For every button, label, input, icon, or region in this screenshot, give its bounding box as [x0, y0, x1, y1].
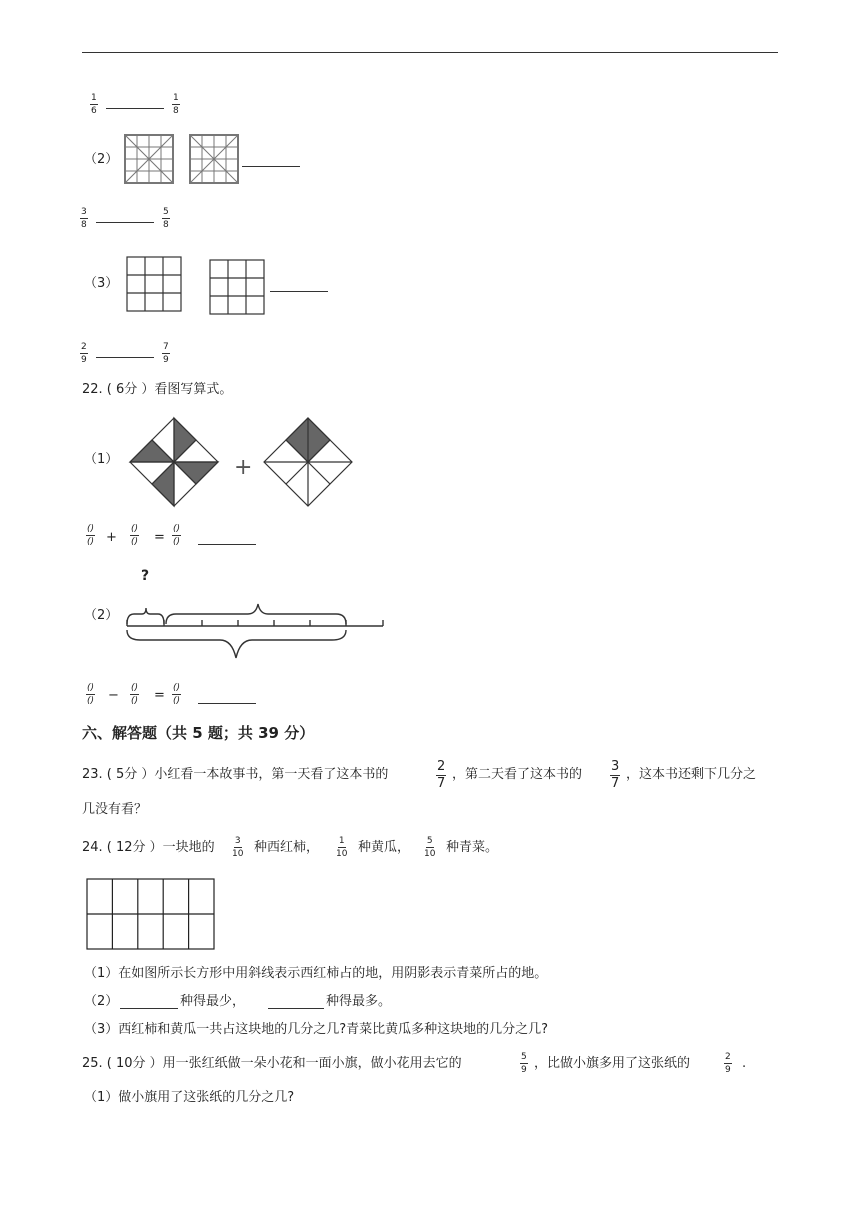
denominator: 9: [521, 1065, 527, 1075]
denominator: 9: [81, 355, 87, 365]
question-24-text: 种青菜。: [446, 840, 499, 855]
question-23-text: ，这本书还剩下几分之: [626, 767, 757, 782]
operator: −: [108, 688, 119, 703]
question-24-sub2-text: 种得最少，: [180, 994, 246, 1009]
blank-fraction[interactable]: [130, 683, 139, 706]
sub-label: （1）: [84, 452, 119, 467]
numerator-blank[interactable]: (): [87, 524, 95, 534]
sub-label: （3）: [84, 276, 119, 291]
denominator: 8: [163, 220, 169, 230]
denominator-blank[interactable]: (): [131, 696, 139, 706]
answer-blank[interactable]: [198, 544, 256, 545]
fraction: [724, 1052, 732, 1075]
denominator: 9: [725, 1065, 731, 1075]
blank-fraction[interactable]: [172, 524, 181, 547]
question-24-sub2-text: 种得最多。: [326, 994, 392, 1009]
rectangle-grid-figure[interactable]: [86, 878, 218, 952]
fraction: [172, 93, 180, 116]
question-24-text: 24. ( 12分 ）一块地的: [82, 840, 215, 855]
denominator: 7: [437, 776, 446, 791]
blank-fraction[interactable]: [130, 524, 139, 547]
numerator: 2: [437, 759, 446, 774]
denominator-blank[interactable]: (): [173, 696, 181, 706]
fraction: [232, 836, 243, 859]
plus-sign: +: [234, 455, 253, 480]
numerator: 3: [234, 836, 241, 846]
numerator: 3: [81, 207, 87, 217]
question-25-text: 25. ( 10分 ）用一张红纸做一朵小花和一面小旗，做小花用去它的: [82, 1056, 462, 1071]
question-22-header: 22. ( 6分 ）看图写算式。: [82, 382, 233, 397]
question-23-text: 几没有看？: [82, 802, 148, 817]
denominator: 10: [336, 849, 348, 859]
section-title: 六、解答题（共 5 题；共 39 分）: [82, 724, 315, 742]
numerator: 1: [338, 836, 345, 846]
denominator: 8: [81, 220, 87, 230]
operator: =: [154, 688, 165, 703]
numerator-blank[interactable]: (): [87, 683, 95, 693]
fraction: [80, 207, 88, 230]
question-24-sub1: （1）在如图所示长方形中用斜线表示西红柿占的地，用阴影表示青菜所占的地。: [84, 966, 548, 981]
denominator: 7: [611, 776, 620, 791]
numerator-blank[interactable]: (): [131, 683, 139, 693]
question-25-sub1: （1）做小旗用了这张纸的几分之几?: [84, 1090, 295, 1105]
header-rule: [82, 52, 778, 53]
question-25-text: ，比做小旗多用了这张纸的: [534, 1056, 691, 1071]
denominator: 6: [91, 106, 97, 116]
ninths-grids-figure: [126, 256, 336, 316]
fraction: [90, 93, 98, 116]
numerator: 5: [163, 207, 169, 217]
answer-blank[interactable]: [96, 357, 154, 358]
answer-blank[interactable]: [106, 108, 164, 109]
denominator: 9: [163, 355, 169, 365]
sub-label: （2）: [84, 608, 119, 623]
fraction: [80, 342, 88, 365]
sub-label: （2）: [84, 152, 119, 167]
answer-blank[interactable]: [198, 703, 256, 704]
fraction: [610, 760, 620, 791]
denominator-blank[interactable]: (): [87, 537, 95, 547]
answer-blank[interactable]: [96, 222, 154, 223]
numerator: 3: [611, 759, 620, 774]
numerator-blank[interactable]: (): [173, 524, 181, 534]
denominator-blank[interactable]: (): [173, 537, 181, 547]
blank-fraction[interactable]: [86, 524, 95, 547]
question-23-text: ，第二天看了这本书的: [452, 767, 583, 782]
answer-blank[interactable]: [270, 291, 328, 292]
numerator: 7: [163, 342, 169, 352]
numerator: 5: [521, 1052, 527, 1062]
fraction: [436, 760, 446, 791]
numerator-blank[interactable]: (): [131, 524, 139, 534]
question-mark: ?: [141, 568, 150, 584]
eighths-squares-figure: [124, 134, 306, 186]
numerator: 2: [725, 1052, 731, 1062]
denominator: 10: [424, 849, 436, 859]
denominator-blank[interactable]: (): [131, 537, 139, 547]
question-23-text: 23. ( 5分 ）小红看一本故事书，第一天看了这本书的: [82, 767, 389, 782]
fraction: [162, 342, 170, 365]
question-24-text: 种西红柿，: [254, 840, 320, 855]
numerator: 5: [426, 836, 433, 846]
answer-blank[interactable]: [120, 1008, 178, 1009]
operator: =: [154, 530, 165, 545]
blank-fraction[interactable]: [86, 683, 95, 706]
denominator: 10: [232, 849, 244, 859]
question-24-sub3: （3）西红柿和黄瓜一共占这块地的几分之几?青菜比黄瓜多种这块地的几分之几?: [84, 1022, 549, 1037]
question-25-text: .: [742, 1056, 747, 1071]
question-24-text: 种黄瓜，: [358, 840, 411, 855]
denominator-blank[interactable]: (): [87, 696, 95, 706]
denominator: 8: [173, 106, 179, 116]
operator: +: [106, 530, 117, 545]
fraction: [336, 836, 347, 859]
answer-blank[interactable]: [268, 1008, 324, 1009]
question-24-sub2-label: （2）: [84, 994, 119, 1009]
numerator: 1: [91, 93, 97, 103]
number-line-figure: [120, 584, 390, 664]
numerator: 1: [173, 93, 179, 103]
fraction: [424, 836, 435, 859]
fraction: [520, 1052, 528, 1075]
blank-fraction[interactable]: [172, 683, 181, 706]
fraction: [162, 207, 170, 230]
numerator: 2: [81, 342, 87, 352]
answer-blank[interactable]: [242, 166, 300, 167]
numerator-blank[interactable]: (): [173, 683, 181, 693]
